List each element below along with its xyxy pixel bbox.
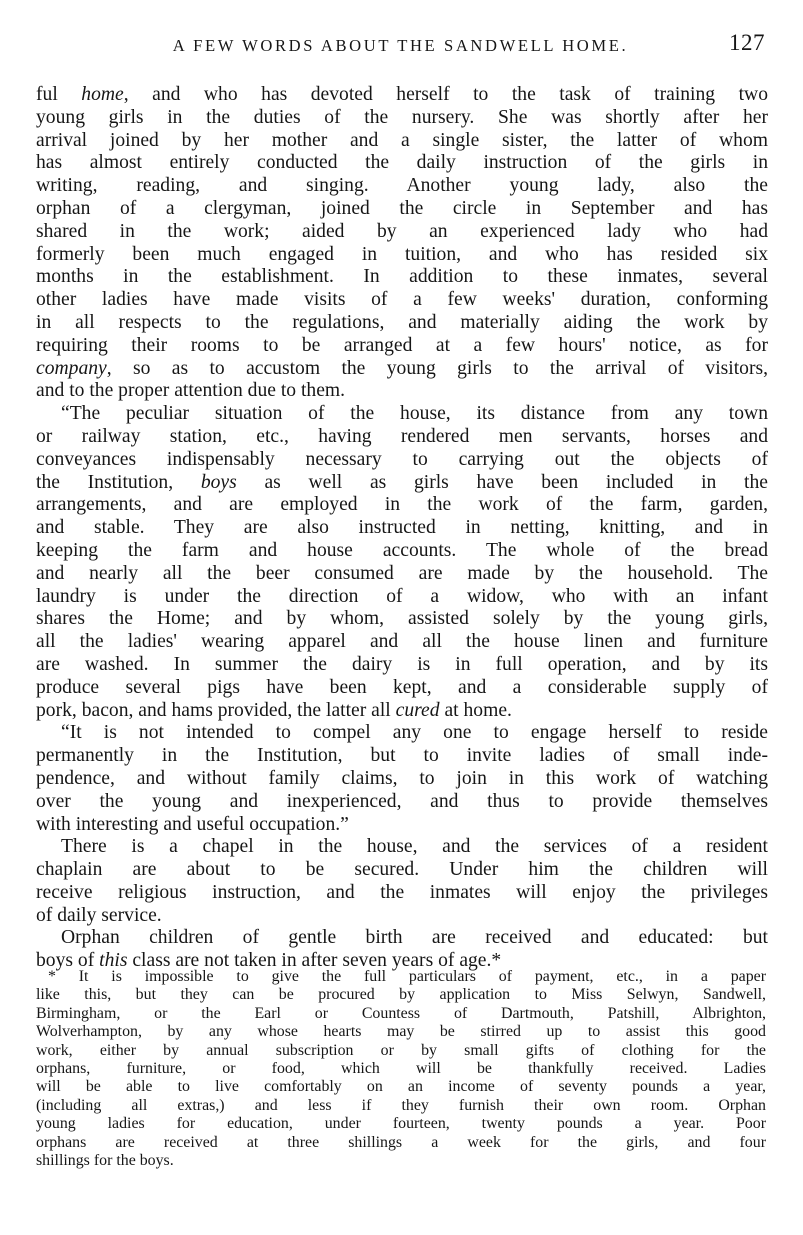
- footnote-line: [36, 1005, 766, 1023]
- footnote-line: [36, 1023, 766, 1041]
- paragraph-1-line: [36, 107, 768, 130]
- text-run: formerly been much engaged in tuition, and who has resided six: [36, 243, 768, 265]
- text-run: other ladies have made visits of a few weeks' duration, conforming: [36, 289, 768, 311]
- text-run: arrival joined by her mother and a single sister, the latter of whom: [36, 129, 768, 151]
- italic-text: home: [81, 84, 124, 105]
- footnote-line: [36, 1115, 766, 1133]
- footnote-line: [36, 1042, 766, 1060]
- paragraph-2-line: [36, 700, 768, 723]
- italic-text: company: [36, 357, 107, 379]
- paragraph-2-line: [36, 517, 768, 540]
- footnote-line: [36, 1078, 766, 1096]
- paragraph-2-line: [36, 586, 768, 609]
- paragraph-2-line: [36, 426, 768, 449]
- text-run: the Institution,: [36, 471, 201, 493]
- footnote-line: [36, 1134, 766, 1152]
- text-run: There is a chapel in the house, and the services of a resident: [61, 836, 768, 858]
- running-head: [36, 30, 765, 62]
- text-run: at home.: [439, 699, 512, 721]
- paragraph-4-line: [36, 836, 768, 859]
- paragraph-1-line: [36, 84, 768, 107]
- text-run: laundry is under the direction of a widow, who with an infant: [36, 585, 768, 607]
- text-run: all the ladies' wearing apparel and all the house linen and furniture: [36, 631, 768, 653]
- paragraph-1-line: [36, 198, 768, 221]
- paragraph-1-line: [36, 221, 768, 244]
- text-run: and stable. They are also instructed in netting, knitting, and in: [36, 517, 768, 539]
- footnote-line: [36, 986, 766, 1004]
- paragraph-2-line: [36, 472, 768, 495]
- paragraph-3-line: [36, 791, 768, 814]
- text-run: orphan of a clergyman, joined the circle in September and has: [36, 197, 768, 219]
- text-run: arrangements, and are employed in the work of the farm, garden,: [36, 494, 768, 516]
- text-run: , and who has devoted herself to the task of training two: [123, 84, 768, 105]
- footnote-line: [36, 1060, 766, 1078]
- text-run: orphans, furniture, or food, which will be thankfully received. Ladies: [36, 1059, 766, 1077]
- paragraph-2-line: [36, 540, 768, 563]
- footnote-line: [36, 968, 766, 986]
- text-run: pendence, and without family claims, to join in this work of watching: [36, 767, 768, 789]
- paragraph-1-line: [36, 175, 768, 198]
- running-title: A FEW WORDS ABOUT THE SANDWELL HOME.: [172, 36, 629, 55]
- paragraph-1-line: [36, 335, 768, 358]
- footnote-line: [36, 1097, 766, 1115]
- body-text: [36, 84, 768, 973]
- paragraph-1-line: [36, 358, 768, 381]
- text-run: are washed. In summer the dairy is in full operation, and by its: [36, 653, 768, 675]
- text-run: shillings for the boys.: [36, 1151, 174, 1169]
- text-run: young ladies for education, under fourteen, twenty pounds a year. Poor: [36, 1115, 766, 1133]
- text-run: like this, but they can be procured by application to Miss Selwyn, Sandwell,: [36, 986, 766, 1004]
- footnote-line: [36, 1152, 766, 1170]
- paragraph-1-line: [36, 380, 768, 403]
- text-run: has almost entirely conducted the daily instruction of the girls in: [36, 152, 768, 174]
- text-run: permanently in the Institution, but to invite ladies of small inde-: [36, 745, 768, 767]
- paragraph-5-line: [36, 927, 768, 950]
- paragraph-3-line: [36, 814, 768, 837]
- text-run: and to the proper attention due to them.: [36, 380, 346, 402]
- text-run: * It is impossible to give the full particulars of payment, etc., in a paper: [48, 968, 766, 985]
- text-run: , so as to accustom the young girls to the arrival of visitors,: [106, 357, 768, 379]
- text-run: shares the Home; and by whom, assisted solely by the young girls,: [36, 608, 768, 630]
- text-run: “The peculiar situation of the house, its distance from any town: [61, 403, 768, 425]
- text-run: in all respects to the regulations, and materially aiding the work by: [36, 311, 768, 333]
- paragraph-1-line: [36, 244, 768, 267]
- text-run: will be able to live comfortably on an income of seventy pounds a year,: [36, 1078, 766, 1096]
- text-run: or railway station, etc., having rendered men servants, horses and: [36, 425, 768, 447]
- text-run: Wolverhampton, by any whose hearts may be stirred up to assist this good: [36, 1023, 766, 1041]
- text-run: and nearly all the beer consumed are made by the household. The: [36, 562, 768, 584]
- paragraph-2-line: [36, 403, 768, 426]
- text-run: as well as girls have been included in the: [236, 471, 768, 493]
- paragraph-2-line: [36, 563, 768, 586]
- text-run: orphans are received at three shillings a week for the girls, and four: [36, 1133, 766, 1151]
- paragraph-3-line: [36, 768, 768, 791]
- paragraph-4-line: [36, 905, 768, 928]
- paragraph-2-line: [36, 631, 768, 654]
- paragraph-1-line: [36, 289, 768, 312]
- text-run: young girls in the duties of the nursery. She was shortly after her: [36, 106, 768, 128]
- italic-text: cured: [395, 699, 440, 721]
- paragraph-4-line: [36, 882, 768, 905]
- text-run: keeping the farm and house accounts. The whole of the bread: [36, 539, 768, 561]
- paragraph-1-line: [36, 266, 768, 289]
- text-run: produce several pigs have been kept, and a considerable supply of: [36, 676, 768, 698]
- text-run: over the young and inexperienced, and thus to provide themselves: [36, 790, 768, 812]
- text-run: work, either by annual subscription or by small gifts of clothing for the: [36, 1041, 766, 1059]
- footnote: [36, 968, 766, 1170]
- text-run: chaplain are about to be secured. Under him the children will: [36, 859, 768, 881]
- text-run: requiring their rooms to be arranged at a few hours' notice, as for: [36, 334, 768, 356]
- text-run: Birmingham, or the Earl or Countess of Dartmouth, Patshill, Albrighton,: [36, 1004, 766, 1022]
- paragraph-2-line: [36, 494, 768, 517]
- paragraph-2-line: [36, 608, 768, 631]
- text-run: writing, reading, and singing. Another young lady, also the: [36, 175, 768, 197]
- text-run: boys of: [36, 950, 100, 972]
- paragraph-3-line: [36, 722, 768, 745]
- paragraph-1-line: [36, 312, 768, 335]
- text-run: (including all extras,) and less if they furnish their own room. Orphan: [36, 1096, 766, 1114]
- paragraph-2-line: [36, 677, 768, 700]
- italic-text: boys: [200, 471, 237, 493]
- paragraph-4-line: [36, 859, 768, 882]
- text-run: “It is not intended to compel any one to engage herself to reside: [61, 722, 768, 744]
- text-run: pork, bacon, and hams provided, the latter all: [36, 699, 396, 721]
- paragraph-2-line: [36, 654, 768, 677]
- paragraph-1-line: [36, 130, 768, 153]
- text-run: class are not taken in after seven years of age.*: [127, 950, 502, 972]
- text-run: receive religious instruction, and the inmates will enjoy the privileges: [36, 881, 768, 903]
- text-run: Orphan children of gentle birth are received and educated: but: [61, 927, 768, 949]
- text-run: with interesting and useful occupation.”: [36, 813, 349, 835]
- text-run: ful: [36, 84, 82, 105]
- paragraph-1-line: [36, 152, 768, 175]
- page-number: 127: [729, 30, 765, 55]
- text-run: conveyances indispensably necessary to carrying out the objects of: [36, 448, 768, 470]
- text-run: of daily service.: [36, 904, 162, 926]
- text-run: shared in the work; aided by an experienced lady who had: [36, 220, 768, 242]
- paragraph-3-line: [36, 745, 768, 768]
- text-run: months in the establishment. In addition to these inmates, several: [36, 266, 768, 288]
- italic-text: this: [99, 950, 128, 972]
- paragraph-2-line: [36, 449, 768, 472]
